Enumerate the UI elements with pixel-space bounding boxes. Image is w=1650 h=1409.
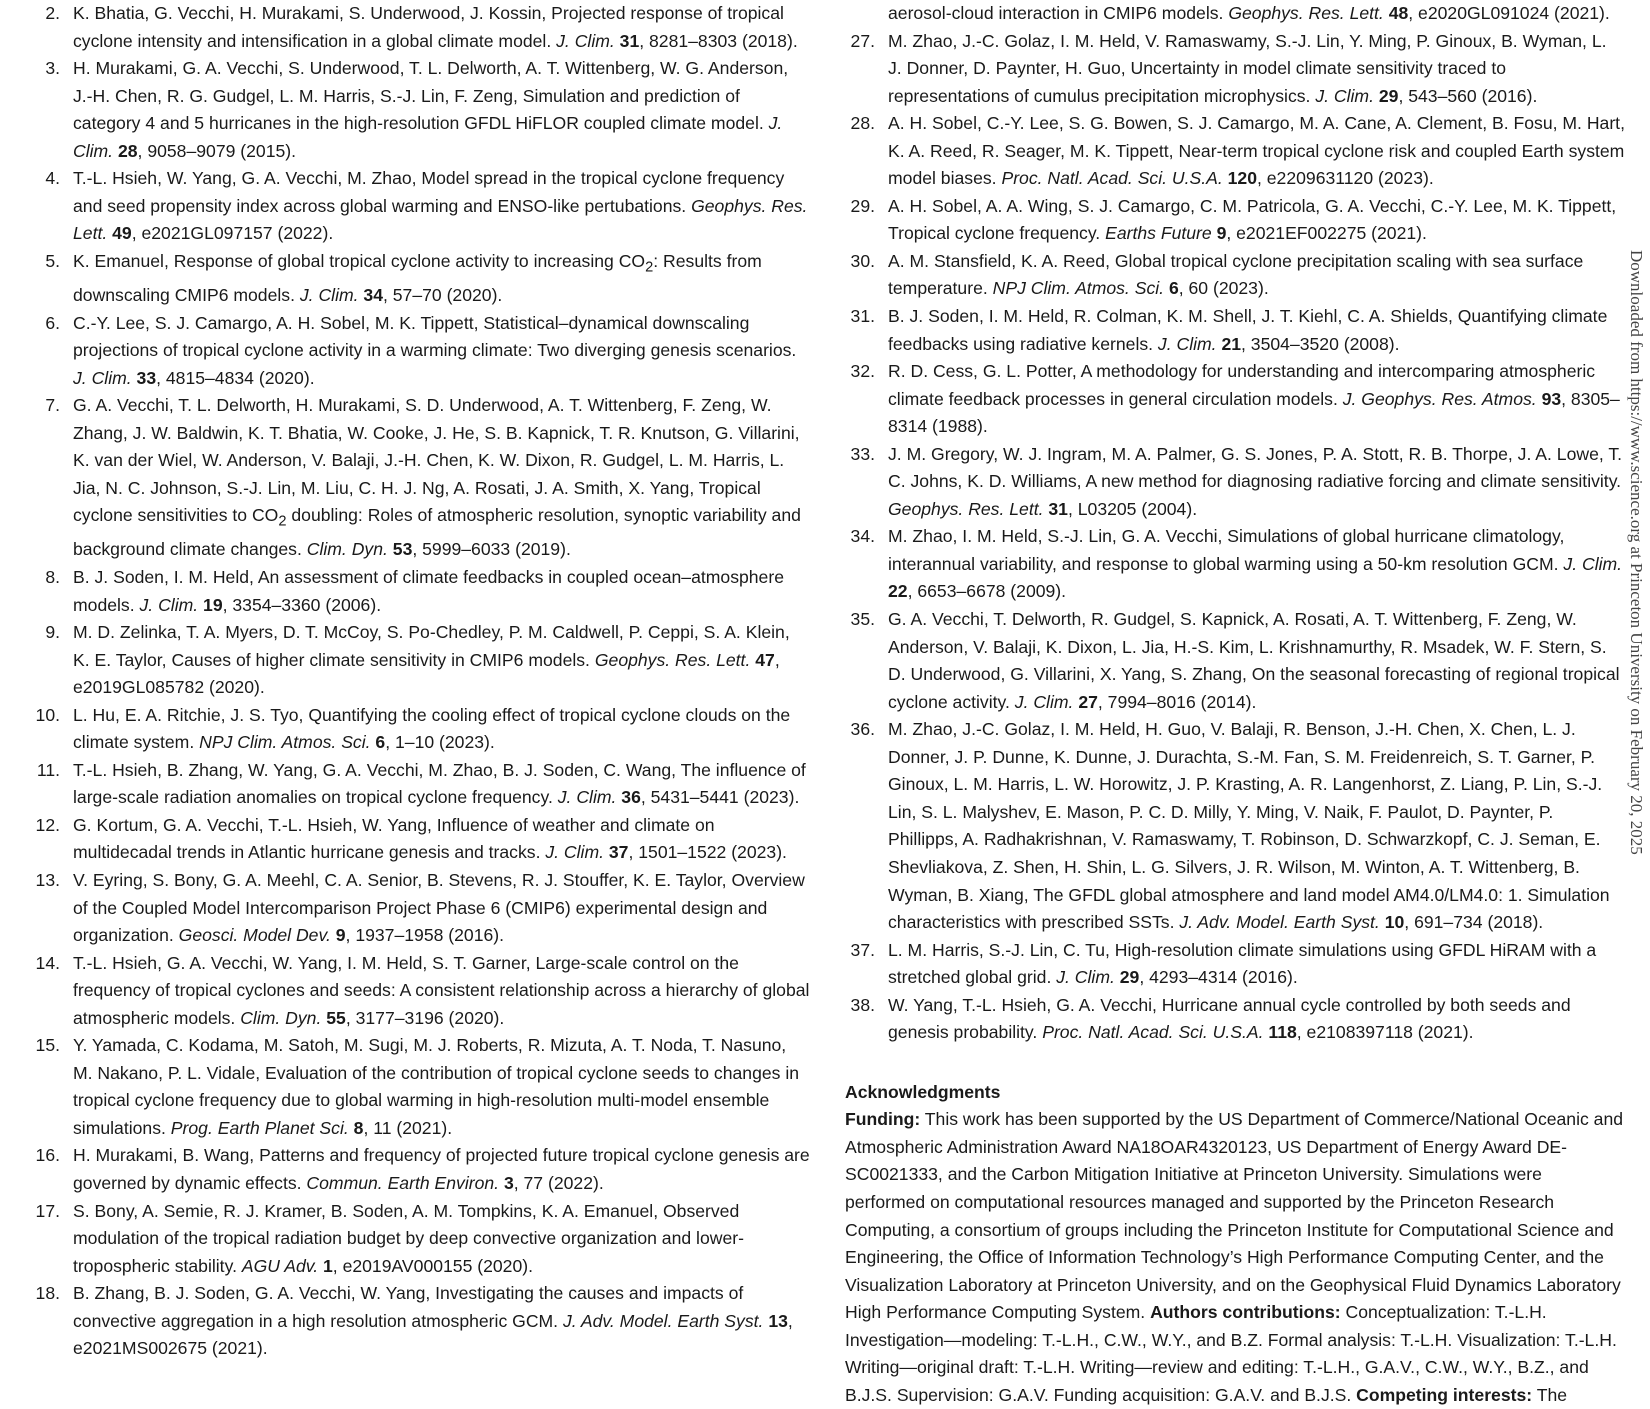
reference-number: 32. bbox=[850, 361, 875, 382]
reference-number: 10. bbox=[35, 704, 60, 725]
reference-text: G. A. Vecchi, T. L. Delworth, H. Murakami, S. D. Underwood, A. T. Wittenberg, F. Zeng, W. Zhang, J. W. Baldwin, K. T. Bhatia, W. Cooke, J. He, S. B. Kapnick, T. R. Knutson, G. Villarini, K. van der Wiel, W. Anderson, V. Balaji, J.-H. Chen, K. W. Dixon, R. Gudgel, L. M. Harris, L. Jia, N. C. Johnson, S.-J. Lin, M. Liu, C. H. J. Ng, A. Rosati, J. A. Smith, X. Yang, Tropical cyclone sensitivities to $CO_2$ doubling: Roles of atmospheric resolution, synoptic variability and background climate changes. Clim. Dyn. 53, 5999–6033 (2019). bbox=[73, 395, 801, 560]
reference-item bbox=[845, 193, 1625, 248]
reference-item bbox=[845, 303, 1625, 358]
reference-text: C.-Y. Lee, S. J. Camargo, A. H. Sobel, M. K. Tippett, Statistical–dynamical downscaling projections of tropical cyclone activity in a warming climate: Two diverging genesis scenarios. J. Clim. 33, 4815–4834 (2020). bbox=[73, 312, 797, 388]
reference-text: A. H. Sobel, A. A. Wing, S. J. Camargo, C. M. Patricola, G. A. Vecchi, C.-Y. Lee, M. K. Tippett, Tropical cyclone frequency. Earths Future 9, e2021EF002275 (2021). bbox=[888, 195, 1617, 244]
reference-item bbox=[30, 867, 810, 950]
reference-number: 18. bbox=[35, 1283, 60, 1304]
reference-text: M. Zhao, J.-C. Golaz, I. M. Held, V. Ramaswamy, S.-J. Lin, Y. Ming, P. Ginoux, B. Wyman, L. J. Donner, D. Paynter, H. Guo, Uncertainty in model climate sensitivity traced to representations of cumulus precipitation microphysics. J. Clim. 29, 543–560 (2016). bbox=[888, 30, 1607, 106]
reference-number: 17. bbox=[35, 1200, 60, 1221]
reference-item bbox=[30, 619, 810, 702]
acknowledgments-heading: Acknowledgments bbox=[845, 1081, 1001, 1102]
reference-number: 30. bbox=[850, 250, 875, 271]
reference-number: 33. bbox=[850, 443, 875, 464]
acknowledgments-body: Funding: This work has been supported by the US Department of Commerce/National Oceanic and Atmospheric Administration Award NA18OAR4320123, US Department of Energy Award DE-SC0021333, and the Carbon Mitigation Initiative at Princeton University. Simulations were performed on computational resources managed and supported by the Princeton Research Computing, a consortium of groups including the Princeton Institute for Computational Science and Engineering, the Office of Information Technology’s High Performance Computing Center, and the Visualization Laboratory at Princeton University, and on the Geophysical Fluid Dynamics Laboratory High Performance Computing System. Authors contributions: Conceptualization: T.-L.H. Investigation—modeling: T.-L.H., C.W., W.Y., and B.Z. Formal analysis: T.-L.H. Visualization: T.-L.H. Writing—original draft: T.-L.H. Writing—review and editing: T.-L.H., G.A.V., C.W., W.Y., B.Z., and B.J.S. Supervision: G.A.V. Funding acquisition: G.A.V. and B.J.S. Competing interests: The bbox=[845, 1109, 1624, 1405]
reference-item bbox=[30, 1198, 810, 1281]
reference-text: A. M. Stansfield, K. A. Reed, Global tropical cyclone precipitation scaling with sea surface temperature. NPJ Clim. Atmos. Sci. 6, 60 (2023). bbox=[888, 250, 1584, 299]
reference-number: 15. bbox=[35, 1035, 60, 1056]
reference-number: 35. bbox=[850, 609, 875, 630]
reference-item bbox=[30, 950, 810, 1033]
reference-number: 34. bbox=[850, 526, 875, 547]
reference-number: 3. bbox=[45, 58, 60, 79]
reference-item bbox=[845, 992, 1625, 1047]
reference-text: T.-L. Hsieh, B. Zhang, W. Yang, G. A. Vecchi, M. Zhao, B. J. Soden, C. Wang, The influence of large-scale radiation anomalies on tropical cyclone frequency. J. Clim. 36, 5431–5441 (2023). bbox=[73, 759, 806, 808]
reference-item bbox=[30, 1032, 810, 1142]
reference-text: W. Yang, T.-L. Hsieh, G. A. Vecchi, Hurricane annual cycle controlled by both seeds and genesis probability. Proc. Natl. Acad. Sci. U.S.A. 118, e2108397118 (2021). bbox=[888, 994, 1571, 1043]
reference-item bbox=[30, 1280, 810, 1363]
reference-text: B. J. Soden, I. M. Held, An assessment of climate feedbacks in coupled ocean–atmosphere models. J. Clim. 19, 3354–3360 (2006). bbox=[73, 566, 784, 615]
reference-number: 8. bbox=[45, 566, 60, 587]
reference-item bbox=[845, 523, 1625, 606]
reference-item bbox=[845, 110, 1625, 193]
reference-text: M. Zhao, I. M. Held, S.-J. Lin, G. A. Vecchi, Simulations of global hurricane climatology, interannual variability, and response to global warming using a 50-km resolution GCM. J. Clim. 22, 6653–6678 (2009). bbox=[888, 526, 1623, 602]
reference-item bbox=[30, 165, 810, 248]
reference-number: 14. bbox=[35, 952, 60, 973]
reference-item bbox=[30, 812, 810, 867]
reference-number: 28. bbox=[850, 113, 875, 134]
reference-number: 2. bbox=[45, 3, 60, 23]
reference-item bbox=[845, 606, 1625, 716]
reference-number: 4. bbox=[45, 168, 60, 189]
reference-text: T.-L. Hsieh, W. Yang, G. A. Vecchi, M. Zhao, Model spread in the tropical cyclone frequency and seed propensity index across global warming and ENSO-like pertubations. Geophys. Res. Lett. 49, e2021GL097157 (2022). bbox=[73, 168, 808, 244]
reference-continuation: aerosol-cloud interaction in CMIP6 models. Geophys. Res. Lett. 48, e2020GL091024 (2021). bbox=[888, 3, 1610, 23]
reference-item bbox=[30, 564, 810, 619]
reference-text: R. D. Cess, G. L. Potter, A methodology for understanding and intercomparing atmospheric climate feedback processes in general circulation models. J. Geophys. Res. Atmos. 93, 8305–8314 (1988). bbox=[888, 361, 1620, 437]
references-right-list bbox=[845, 28, 1625, 1047]
reference-text: B. J. Soden, I. M. Held, R. Colman, K. M. Shell, J. T. Kiehl, C. A. Shields, Quantifying climate feedbacks using radiative kernels. J. Clim. 21, 3504–3520 (2008). bbox=[888, 306, 1608, 354]
reference-item bbox=[845, 28, 1625, 111]
reference-item bbox=[845, 716, 1625, 936]
reference-number: 11. bbox=[36, 759, 60, 780]
reference-number: 9. bbox=[45, 622, 60, 643]
reference-number: 5. bbox=[45, 250, 60, 271]
reference-item bbox=[30, 702, 810, 757]
reference-text: M. D. Zelinka, T. A. Myers, D. T. McCoy, S. Po-Chedley, P. M. Caldwell, P. Ceppi, S. A. Klein, K. E. Taylor, Causes of higher climate sensitivity in CMIP6 models. Geophys. Res. Lett. 47, e2019GL085782 (2020). bbox=[73, 622, 790, 698]
reference-text: K. Bhatia, G. Vecchi, H. Murakami, S. Underwood, J. Kossin, Projected response of tropical cyclone intensity and intensification in a global climate model. J. Clim. 31, 8281–8303 (2018). bbox=[73, 3, 798, 51]
reference-item bbox=[845, 248, 1625, 303]
references-left-column bbox=[30, 0, 810, 1363]
reference-item bbox=[845, 441, 1625, 524]
reference-number: 31. bbox=[850, 306, 875, 327]
reference-text: L. M. Harris, S.-J. Lin, C. Tu, High-resolution climate simulations using GFDL HiRAM with a stretched global grid. J. Clim. 29, 4293–4314 (2016). bbox=[888, 939, 1597, 988]
reference-text: H. Murakami, B. Wang, Patterns and frequency of projected future tropical cyclone genesis are governed by dynamic effects. Commun. Earth Environ. 3, 77 (2022). bbox=[73, 1145, 810, 1193]
reference-text: V. Eyring, S. Bony, G. A. Meehl, C. A. Senior, B. Stevens, R. J. Stouffer, K. E. Taylor, Overview of the Coupled Model Intercomparison Project Phase 6 (CMIP6) experimental design and organization. Geosci. Model Dev. 9, 1937–1958 (2016). bbox=[73, 869, 805, 946]
reference-item bbox=[845, 937, 1625, 992]
download-watermark-text: Downloaded from https://www.science.org at Princeton University on February 20, 2025 bbox=[1627, 250, 1646, 855]
reference-item bbox=[30, 310, 810, 393]
reference-number: 16. bbox=[35, 1145, 60, 1166]
reference-number: 38. bbox=[850, 994, 875, 1015]
reference-number: 13. bbox=[35, 869, 60, 890]
reference-text: Y. Yamada, C. Kodama, M. Satoh, M. Sugi, M. J. Roberts, R. Mizuta, A. T. Noda, T. Nasuno, M. Nakano, P. L. Vidale, Evaluation of the contribution of tropical cyclone seeds to changes in tropical cyclone frequency due to global warming in high-resolution multi-model ensemble simulations. Prog. Earth Planet Sci. 8, 11 (2021). bbox=[73, 1035, 800, 1138]
reference-number: 12. bbox=[35, 814, 60, 835]
reference-number: 36. bbox=[850, 719, 875, 740]
download-watermark bbox=[1622, 250, 1650, 1400]
reference-item bbox=[845, 358, 1625, 441]
reference-number: 6. bbox=[45, 312, 60, 333]
reference-item bbox=[30, 1142, 810, 1197]
reference-item bbox=[30, 55, 810, 165]
reference-item bbox=[30, 392, 810, 564]
reference-text: J. M. Gregory, W. J. Ingram, M. A. Palmer, G. S. Jones, P. A. Stott, R. B. Thorpe, J. A. Lowe, T. C. Johns, K. D. Williams, A new method for diagnosing radiative forcing and climate sensitivity. Geophys. Res. Lett. 31, L03205 (2004). bbox=[888, 443, 1623, 519]
reference-text: K. Emanuel, Response of global tropical cyclone activity to increasing $CO_2$: Results from downscaling CMIP6 models. J. Clim. 34, 57–70 (2020). bbox=[73, 250, 762, 305]
reference-text: T.-L. Hsieh, G. A. Vecchi, W. Yang, I. M. Held, S. T. Garner, Large-scale control on the frequency of tropical cyclones and seeds: A consistent relationship across a hierarchy of global atmospheric models. Clim. Dyn. 55, 3177–3196 (2020). bbox=[73, 952, 810, 1028]
references-right-column bbox=[845, 0, 1625, 1409]
reference-text: L. Hu, E. A. Ritchie, J. S. Tyo, Quantifying the cooling effect of tropical cyclone clouds on the climate system. NPJ Clim. Atmos. Sci. 6, 1–10 (2023). bbox=[73, 704, 791, 753]
reference-number: 27. bbox=[850, 30, 875, 51]
reference-number: 29. bbox=[850, 195, 875, 216]
reference-text: B. Zhang, B. J. Soden, G. A. Vecchi, W. Yang, Investigating the causes and impacts of convective aggregation in a high resolution atmospheric GCM. J. Adv. Model. Earth Syst. 13, e2021MS002675 (2021). bbox=[73, 1283, 793, 1359]
reference-text: G. A. Vecchi, T. Delworth, R. Gudgel, S. Kapnick, A. Rosati, A. T. Wittenberg, F. Zeng, W. Anderson, V. Balaji, K. Dixon, L. Jia, H.-S. Kim, L. Krishnamurthy, R. Msadek, W. F. Stern, S. D. Underwood, G. Villarini, X. Yang, S. Zhang, On the seasonal forecasting of regional tropical cyclone activity. J. Clim. 27, 7994–8016 (2014). bbox=[888, 609, 1620, 712]
reference-number: 37. bbox=[850, 939, 875, 960]
reference-number: 7. bbox=[45, 395, 60, 416]
reference-text: S. Bony, A. Semie, R. J. Kramer, B. Soden, A. M. Tompkins, K. A. Emanuel, Observed modulation of the tropical radiation budget by deep convective organization and lower-tropospheric stability. AGU Adv. 1, e2019AV000155 (2020). bbox=[73, 1200, 744, 1276]
reference-item bbox=[30, 0, 810, 55]
reference-item bbox=[30, 248, 810, 310]
reference-text: G. Kortum, G. A. Vecchi, T.-L. Hsieh, W. Yang, Influence of weather and climate on multidecadal trends in Atlantic hurricane genesis and tracks. J. Clim. 37, 1501–1522 (2023). bbox=[73, 814, 787, 863]
reference-text: H. Murakami, G. A. Vecchi, S. Underwood, T. L. Delworth, A. T. Wittenberg, W. G. Anderson, J.-H. Chen, R. G. Gudgel, L. M. Harris, S.-J. Lin, F. Zeng, Simulation and prediction of category 4 and 5 hurricanes in the high-resolution GFDL HiFLOR coupled climate model. J. Clim. 28, 9058–9079 (2015). bbox=[73, 58, 789, 161]
reference-text: M. Zhao, J.-C. Golaz, I. M. Held, H. Guo, V. Balaji, R. Benson, J.-H. Chen, X. Chen, L. J. Donner, J. P. Dunne, K. Dunne, J. Durachta, S.-M. Fan, S. M. Freidenreich, S. T. Garner, P. Ginoux, L. M. Harris, L. W. Horowitz, J. P. Krasting, A. R. Langenhorst, Z. Liang, P. Lin, S.-J. Lin, S. L. Malyshev, E. Mason, P. C. D. Milly, Y. Ming, V. Naik, F. Paulot, D. Paynter, P. Phillipps, A. Radhakrishnan, V. Ramaswamy, T. Robinson, D. Schwarzkopf, C. J. Seman, E. Shevliakova, Z. Shen, H. Shin, L. G. Silvers, J. R. Wilson, M. Winton, A. T. Wittenberg, B. Wyman, B. Xiang, The GFDL global atmosphere and land model AM4.0/LM4.0: 1. Simulation characteristics with prescribed SSTs. J. Adv. Model. Earth Syst. 10, 691–734 (2018). bbox=[888, 719, 1610, 933]
reference-text: A. H. Sobel, C.-Y. Lee, S. G. Bowen, S. J. Camargo, M. A. Cane, A. Clement, B. Fosu, M. Hart, K. A. Reed, R. Seager, M. K. Tippett, Near-term tropical cyclone risk and coupled Earth system model biases. Proc. Natl. Acad. Sci. U.S.A. 120, e2209631120 (2023). bbox=[888, 113, 1625, 189]
reference-item bbox=[30, 757, 810, 812]
